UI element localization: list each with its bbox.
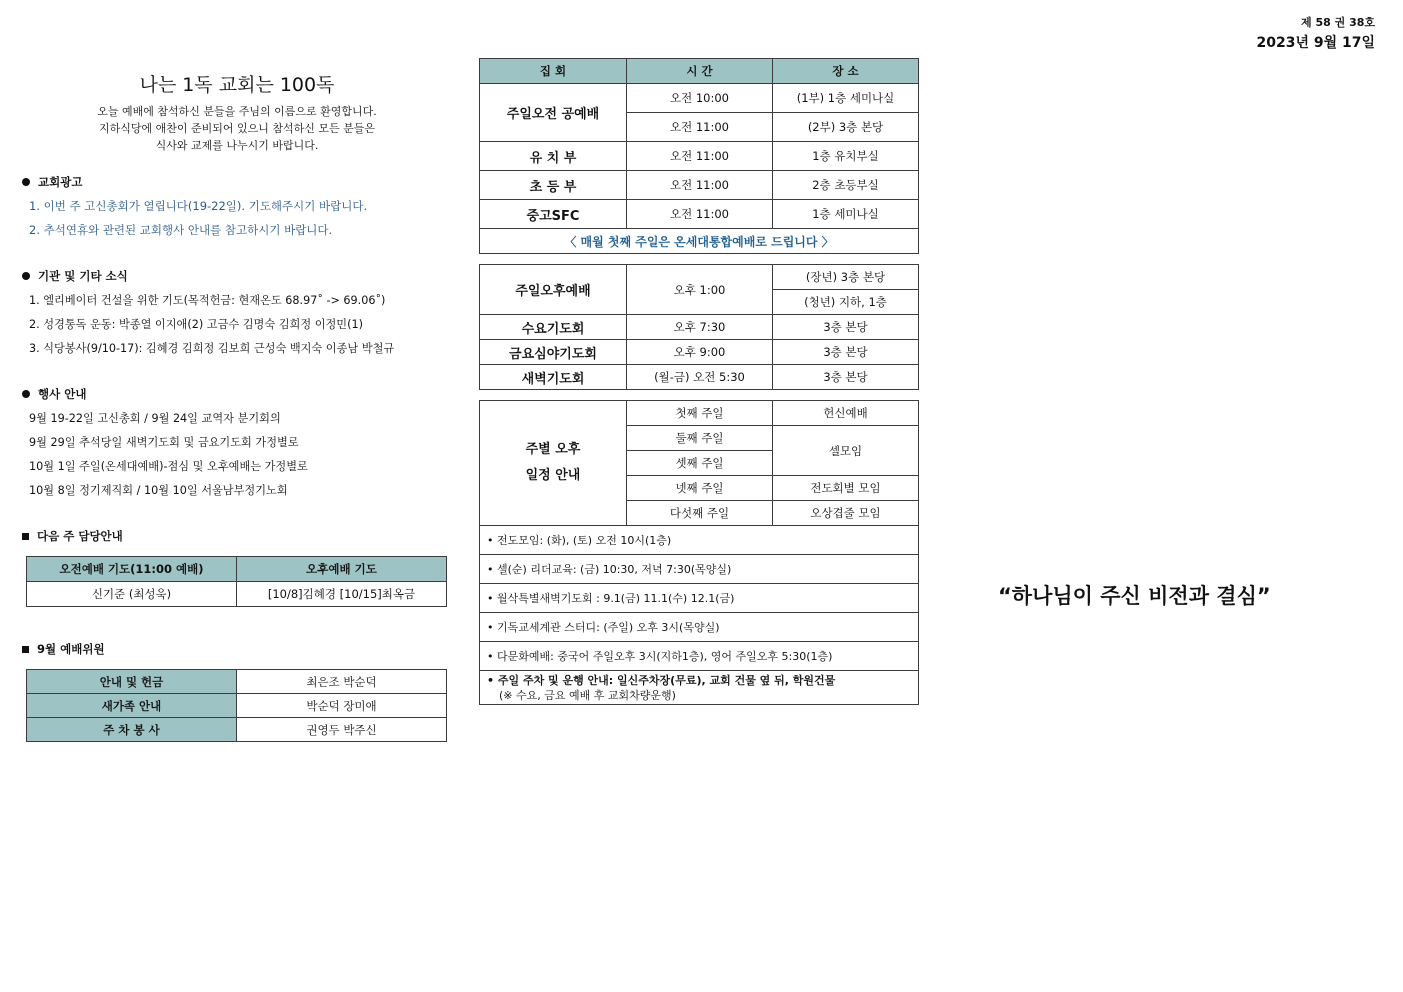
- committee-heading-label: 9월 예배위원: [37, 642, 105, 656]
- ads-heading-label: 교회광고: [38, 175, 83, 189]
- service-name: 새벽기도회: [480, 365, 627, 390]
- welcome-message: [22, 103, 452, 154]
- parking-line: • 주일 주차 및 운행 안내: 일신주차장(무료), 교회 건물 옆 뒤, 학원건물: [487, 673, 836, 687]
- service-place: 3층 본당: [773, 340, 919, 365]
- week-label: 셋째 주일: [627, 451, 773, 476]
- service-place: 1층 세미나실: [773, 200, 919, 229]
- motto: “하나님이 주신 비전과 결심”: [998, 584, 1271, 608]
- service-name: 중고SFC: [480, 200, 627, 229]
- schedule-header: 장 소: [773, 59, 919, 84]
- next-week-header: 오전예배 기도(11:00 예배): [27, 557, 237, 582]
- weekly-name-line: 일정 안내: [525, 468, 581, 483]
- schedule-column: [479, 58, 919, 705]
- week-activity: 셀모임: [773, 426, 919, 476]
- org-heading-label: 기관 및 기타 소식: [38, 269, 128, 283]
- info-item: • 다문화예배: 중국어 주일오후 3시(지하1층), 영어 주일오후 5:30(1층): [480, 642, 919, 671]
- schedule-header: 집 회: [480, 59, 627, 84]
- next-week-heading-label: 다음 주 담당안내: [37, 529, 123, 543]
- events-heading: [22, 386, 452, 402]
- ad-item: 1. 이번 주 고신총회가 열립니다(19-22일). 기도해주시기 바랍니다.: [29, 199, 368, 213]
- week-label: 넷째 주일: [627, 476, 773, 501]
- service-time: 오후 9:00: [627, 340, 773, 365]
- service-place: (1부) 1층 세미나실: [773, 84, 919, 113]
- committee-table: [26, 669, 447, 742]
- service-name: 주일오전 공예배: [480, 84, 627, 142]
- bullet-dot-icon: [22, 178, 30, 186]
- events-heading-label: 행사 안내: [38, 387, 87, 401]
- week-label: 첫째 주일: [627, 401, 773, 426]
- service-time: 오후 7:30: [627, 315, 773, 340]
- bullet-dot-icon: [22, 272, 30, 280]
- service-time: 오전 11:00: [627, 142, 773, 171]
- org-item: 2. 성경통독 운동: 박종열 이지애(2) 고금수 김명숙 김희정 이정민(1): [29, 318, 363, 331]
- event-item: 9월 19-22일 고신총회 / 9월 24일 교역자 분기회의: [29, 412, 281, 425]
- service-place: (청년) 지하, 1층: [773, 290, 919, 315]
- service-time: 오후 1:00: [627, 265, 773, 315]
- welcome-line: 식사와 교제를 나누시기 바랍니다.: [155, 139, 319, 152]
- bullet-square-icon: [22, 533, 29, 540]
- service-name: 초 등 부: [480, 171, 627, 200]
- service-place: (장년) 3층 본당: [773, 265, 919, 290]
- ad-item: 2. 추석연휴와 관련된 교회행사 안내를 참고하시기 바랍니다.: [29, 223, 333, 237]
- afternoon-schedule-table: [479, 264, 919, 390]
- next-week-table: [26, 556, 447, 607]
- welcome-line: 지하식당에 애찬이 준비되어 있으니 참석하신 모든 분들은: [98, 122, 375, 135]
- weekly-schedule-name: [480, 401, 627, 526]
- welcome-line: 오늘 예배에 참석하신 분들을 주님의 이름으로 환영합니다.: [97, 105, 377, 118]
- committee-heading: [22, 641, 452, 657]
- parking-info: [480, 671, 919, 705]
- org-item: 3. 식당봉사(9/10-17): 김혜경 김희정 김보희 근성숙 백지숙 이종남 박철규: [29, 342, 395, 355]
- week-label: 다섯째 주일: [627, 501, 773, 526]
- worship-schedule-table: [479, 58, 919, 254]
- service-name: 수요기도회: [480, 315, 627, 340]
- page-title: 나는 1독 교회는 100독: [139, 74, 335, 96]
- service-time: 오전 11:00: [627, 113, 773, 142]
- info-item: • 기독교세계관 스터디: (주일) 오후 3시(목양실): [480, 613, 919, 642]
- committee-names: 박순덕 장미애: [237, 694, 447, 718]
- committee-names: 최은조 박순덕: [237, 670, 447, 694]
- service-time: (월-금) 오전 5:30: [627, 365, 773, 390]
- week-label: 둘째 주일: [627, 426, 773, 451]
- next-week-cell: [10/8]김혜경 [10/15]최옥금: [237, 582, 447, 607]
- bullet-dot-icon: [22, 390, 30, 398]
- event-item: 10월 8일 정기제직회 / 10월 10일 서울남부정기노회: [29, 484, 288, 497]
- info-item: • 셀(순) 리더교육: (금) 10:30, 저녁 7:30(목양실): [480, 555, 919, 584]
- service-name: 유 치 부: [480, 142, 627, 171]
- ads-heading: [22, 174, 452, 190]
- committee-role: 안내 및 헌금: [27, 670, 237, 694]
- committee-names: 권영두 박주신: [237, 718, 447, 742]
- issue-info: [1256, 14, 1375, 52]
- service-place: 3층 본당: [773, 365, 919, 390]
- service-time: 오전 10:00: [627, 84, 773, 113]
- week-activity: 헌신예배: [773, 401, 919, 426]
- org-item: 1. 엘리베이터 건설을 위한 기도(목적헌금: 현재온도 68.97˚ -> 69.06˚): [29, 294, 386, 307]
- org-heading: [22, 268, 452, 284]
- service-place: 1층 유치부실: [773, 142, 919, 171]
- committee-role: 새가족 안내: [27, 694, 237, 718]
- issue-volume: 제 58 권 38호: [1301, 16, 1375, 29]
- bullet-square-icon: [22, 646, 29, 653]
- left-column: [22, 70, 452, 742]
- next-week-header: 오후예배 기도: [237, 557, 447, 582]
- integrated-worship-banner: 〈 매월 첫째 주일은 온세대통합예배로 드립니다 〉: [480, 229, 919, 254]
- next-week-heading: [22, 528, 452, 544]
- weekly-name-line: 주별 오후: [525, 442, 581, 457]
- service-place: 2층 초등부실: [773, 171, 919, 200]
- service-name: 주일오후예배: [480, 265, 627, 315]
- issue-date: 2023년 9월 17일: [1256, 35, 1375, 51]
- service-place: 3층 본당: [773, 315, 919, 340]
- weekly-schedule-table: [479, 400, 919, 705]
- info-item: • 월삭특별새벽기도회 : 9.1(금) 11.1(수) 12.1(금): [480, 584, 919, 613]
- info-item: • 전도모임: (화), (토) 오전 10시(1층): [480, 526, 919, 555]
- service-name: 금요심야기도회: [480, 340, 627, 365]
- service-place: (2부) 3층 본당: [773, 113, 919, 142]
- schedule-header: 시 간: [627, 59, 773, 84]
- service-time: 오전 11:00: [627, 200, 773, 229]
- week-activity: 전도회별 모임: [773, 476, 919, 501]
- committee-role: 주 차 봉 사: [27, 718, 237, 742]
- next-week-cell: 신기준 (최성욱): [27, 582, 237, 607]
- event-item: 9월 29일 추석당일 새벽기도회 및 금요기도회 가정별로: [29, 436, 299, 449]
- service-time: 오전 11:00: [627, 171, 773, 200]
- event-item: 10월 1일 주일(온세대예배)-점심 및 오후예배는 가정별로: [29, 460, 308, 473]
- parking-note: (※ 수요, 금요 예배 후 교회차량운행): [499, 688, 676, 702]
- week-activity: 오상겹줄 모임: [773, 501, 919, 526]
